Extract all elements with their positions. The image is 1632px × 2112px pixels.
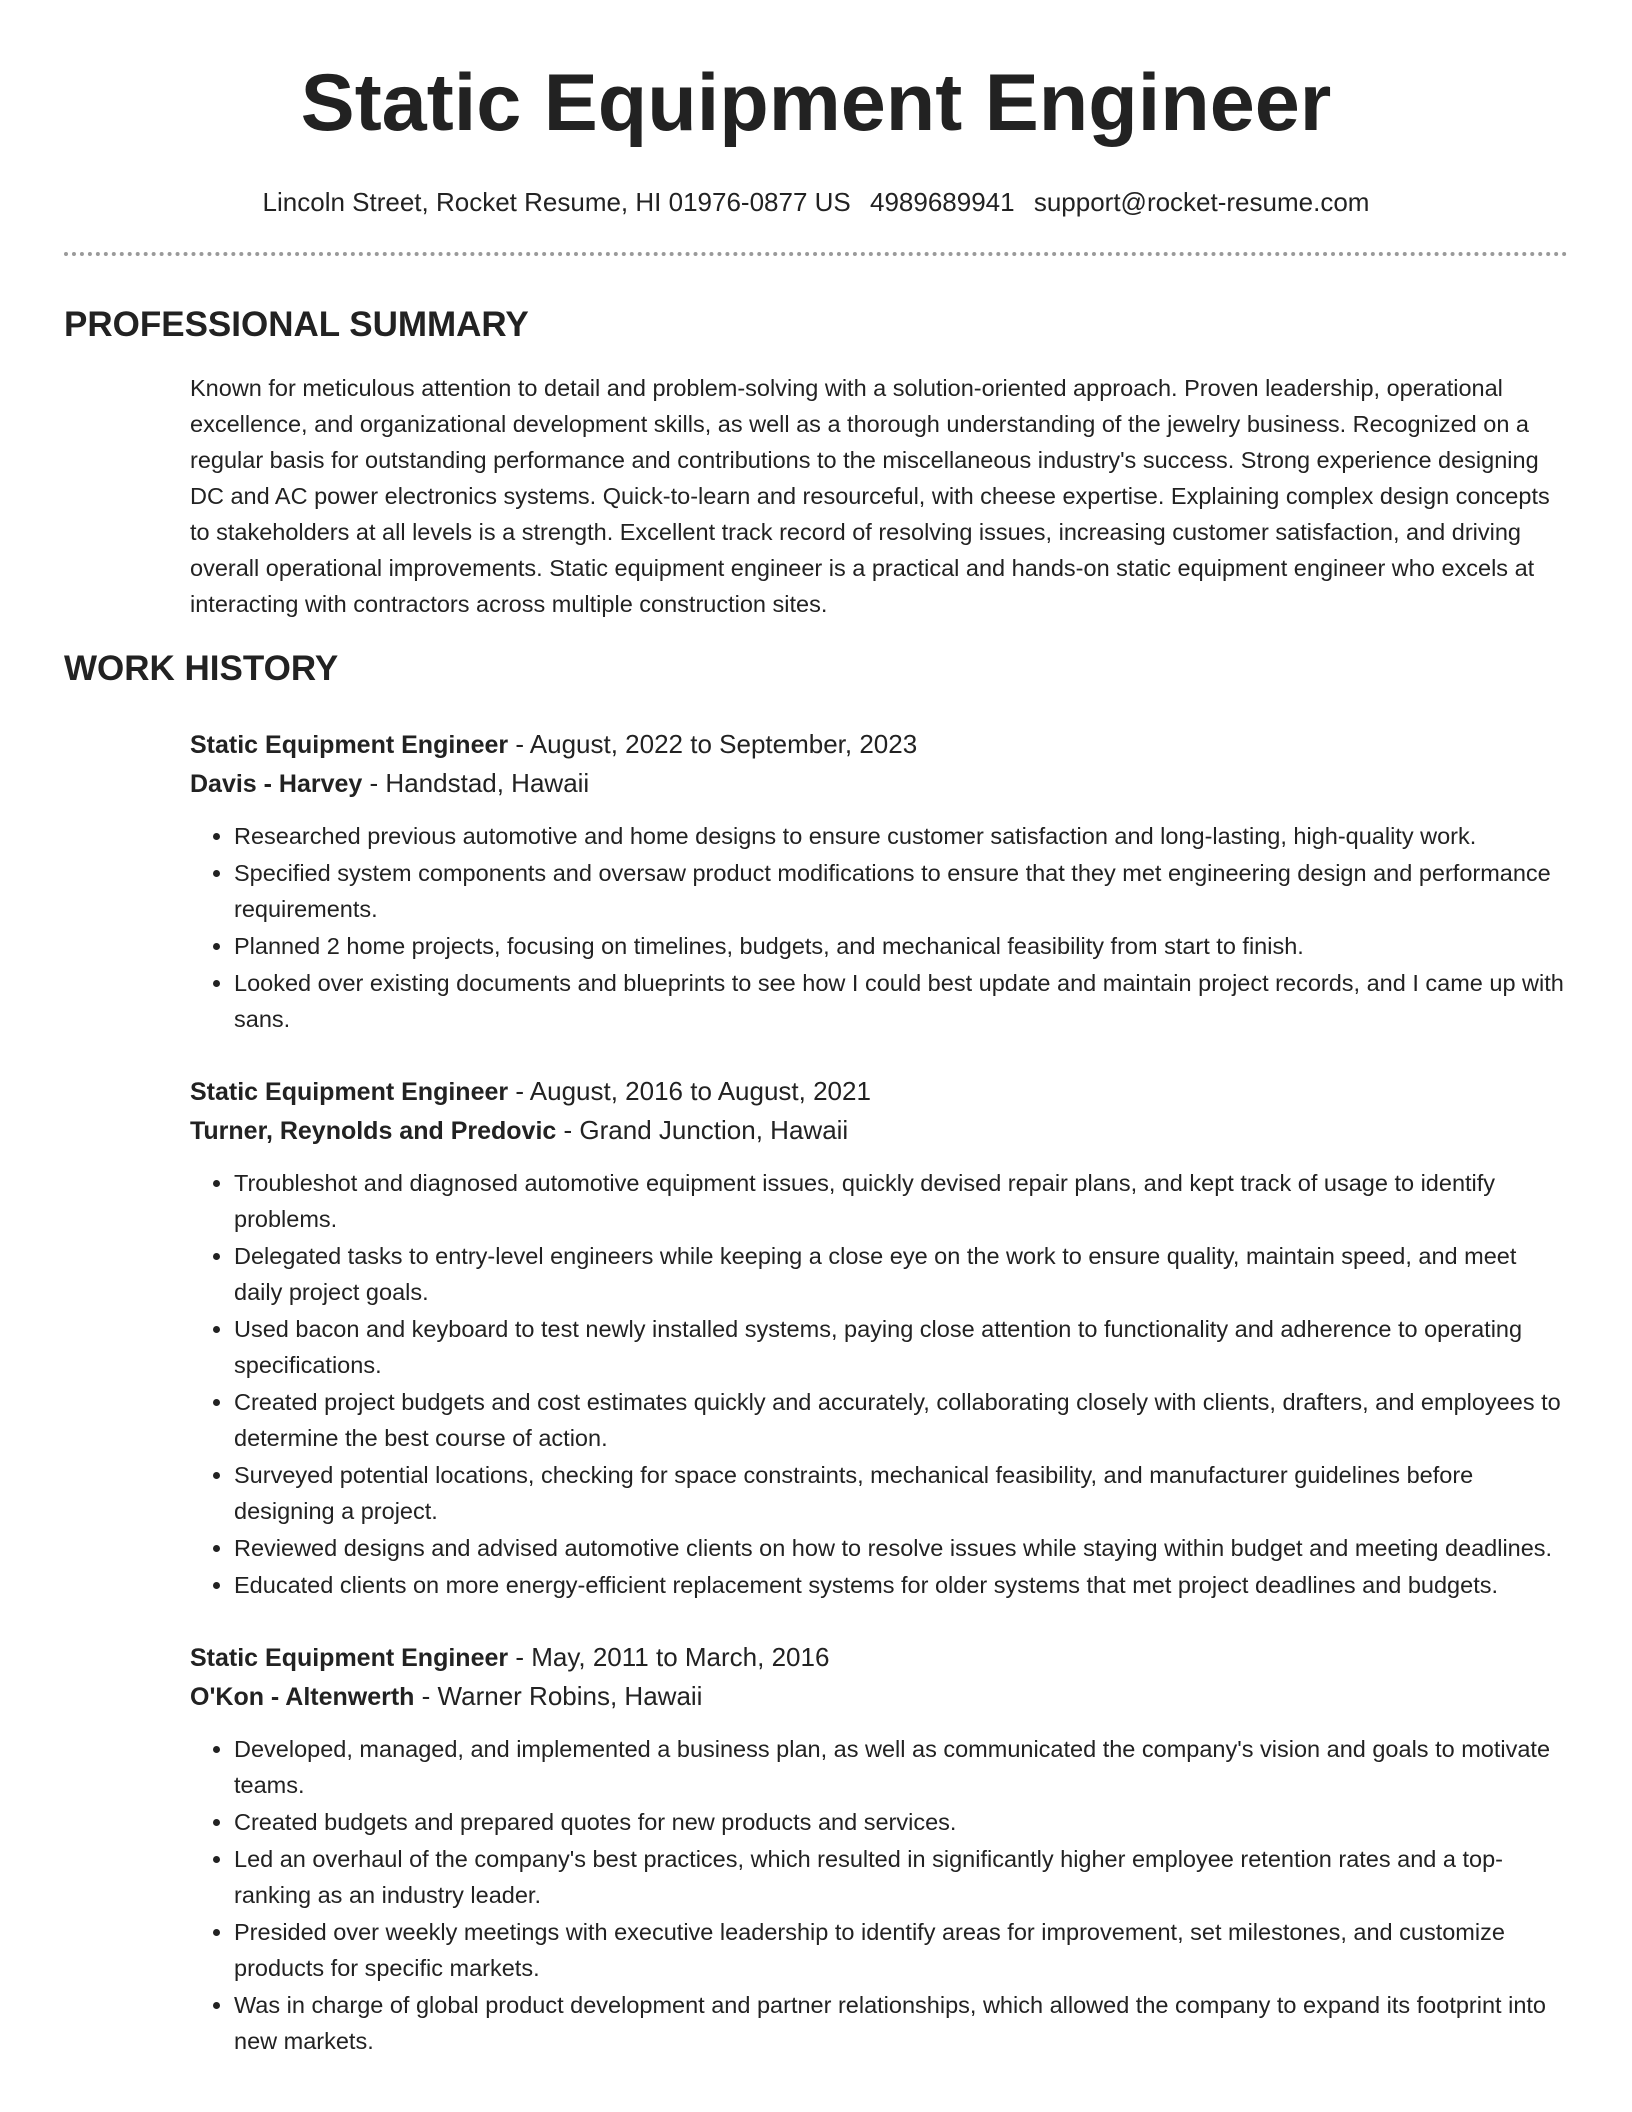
job-bullet: • Educated clients on more energy-efficient replacement systems for older systems that met project deadlines and budgets. (234, 1567, 1568, 1603)
job-company-line (190, 1677, 1568, 1716)
job-bullet: • Specified system components and oversaw product modifications to ensure that they met engineering design and performance requirements. (234, 855, 1568, 927)
job-bullets (190, 818, 1568, 1037)
job-entry (190, 1072, 1568, 1603)
contact-line (64, 187, 1568, 218)
contact-email: support@rocket-resume.com (1033, 187, 1370, 217)
job-title-line (190, 1072, 1568, 1111)
job-bullets (190, 1731, 1568, 2059)
job-title: Static Equipment Engineer (190, 731, 509, 760)
job-bullet: • Delegated tasks to entry-level engineers while keeping a close eye on the work to ensure quality, maintain speed, and meet daily project goals. (234, 1238, 1568, 1310)
job-bullet: • Led an overhaul of the company's best practices, which resulted in significantly higher employee retention rates and a top-ranking as an industry leader. (234, 1841, 1568, 1913)
job-bullet: • Reviewed designs and advised automotive clients on how to resolve issues while staying within budget and meeting deadlines. (234, 1530, 1568, 1566)
job-bullet: • Was in charge of global product development and partner relationships, which allowed the company to expand its footprint into new markets. (234, 1987, 1568, 2059)
job-location: - Grand Junction, Hawaii (556, 1115, 849, 1146)
job-entry (190, 725, 1568, 1037)
job-bullet: • Developed, managed, and implemented a business plan, as well as communicated the company's vision and goals to motivate teams. (234, 1731, 1568, 1803)
header-divider (64, 252, 1568, 256)
job-title-line (190, 1638, 1568, 1677)
job-bullets (190, 1165, 1568, 1603)
job-company: Davis - Harvey (190, 770, 363, 799)
job-title: Static Equipment Engineer (190, 1078, 509, 1107)
job-company-line (190, 1111, 1568, 1150)
job-location: - Handstad, Hawaii (362, 768, 590, 799)
job-bullet: • Troubleshot and diagnosed automotive equipment issues, quickly devised repair plans, and kept track of usage to identify problems. (234, 1165, 1568, 1237)
job-bullet: • Created project budgets and cost estimates quickly and accurately, collaborating closely with clients, drafters, and employees to determine the best course of action. (234, 1384, 1568, 1456)
job-title: Static Equipment Engineer (190, 1644, 509, 1673)
job-title-line (190, 725, 1568, 764)
contact-address: Lincoln Street, Rocket Resume, HI 01976-0877 US (262, 187, 851, 217)
job-dates: - May, 2011 to March, 2016 (508, 1642, 830, 1673)
summary-text: Known for meticulous attention to detail and problem-solving with a solution-oriented approach. Proven leadership, operational excellence, and organizational development skills, as well as a thorough understanding of the jewelry business. Recognized on a regular basis for outstanding performance and contributions to the miscellaneous industry's success. Strong experience designing DC and AC power electronics systems. Quick-to-learn and resourceful, with cheese expertise. Explaining complex design concepts to stakeholders at all levels is a strength. Excellent track record of resolving issues, increasing customer satisfaction, and driving overall operational improvements. Static equipment engineer is a practical and hands-on static equipment engineer who excels at interacting with contractors across multiple construction sites. (190, 375, 1550, 618)
job-bullet: • Looked over existing documents and blueprints to see how I could best update and maintain project records, and I came up with sans. (234, 965, 1568, 1037)
job-bullet: • Presided over weekly meetings with executive leadership to identify areas for improvement, set milestones, and customize products for specific markets. (234, 1914, 1568, 1986)
summary-heading: PROFESSIONAL SUMMARY (64, 305, 529, 345)
job-dates: - August, 2022 to September, 2023 (508, 729, 918, 760)
job-entry (190, 1638, 1568, 2059)
job-bullet: • Surveyed potential locations, checking for space constraints, mechanical feasibility, and manufacturer guidelines before designing a project. (234, 1457, 1568, 1529)
job-company: O'Kon - Altenwerth (190, 1683, 415, 1712)
job-bullet: • Used bacon and keyboard to test newly installed systems, paying close attention to functionality and adherence to operating specifications. (234, 1311, 1568, 1383)
work-history-heading: WORK HISTORY (64, 649, 339, 689)
work-history-list (190, 725, 1568, 2059)
contact-phone: 4989689941 (869, 187, 1015, 217)
job-bullet: • Planned 2 home projects, focusing on timelines, budgets, and mechanical feasibility from start to finish. (234, 928, 1568, 964)
job-location: - Warner Robins, Hawaii (414, 1681, 703, 1712)
job-bullet: • Created budgets and prepared quotes for new products and services. (234, 1804, 1568, 1840)
job-company-line (190, 764, 1568, 803)
job-bullet: • Researched previous automotive and home designs to ensure customer satisfaction and long-lasting, high-quality work. (234, 818, 1568, 854)
job-dates: - August, 2016 to August, 2021 (508, 1076, 871, 1107)
job-company: Turner, Reynolds and Predovic (190, 1117, 557, 1146)
resume-title: Static Equipment Engineer (300, 58, 1332, 148)
